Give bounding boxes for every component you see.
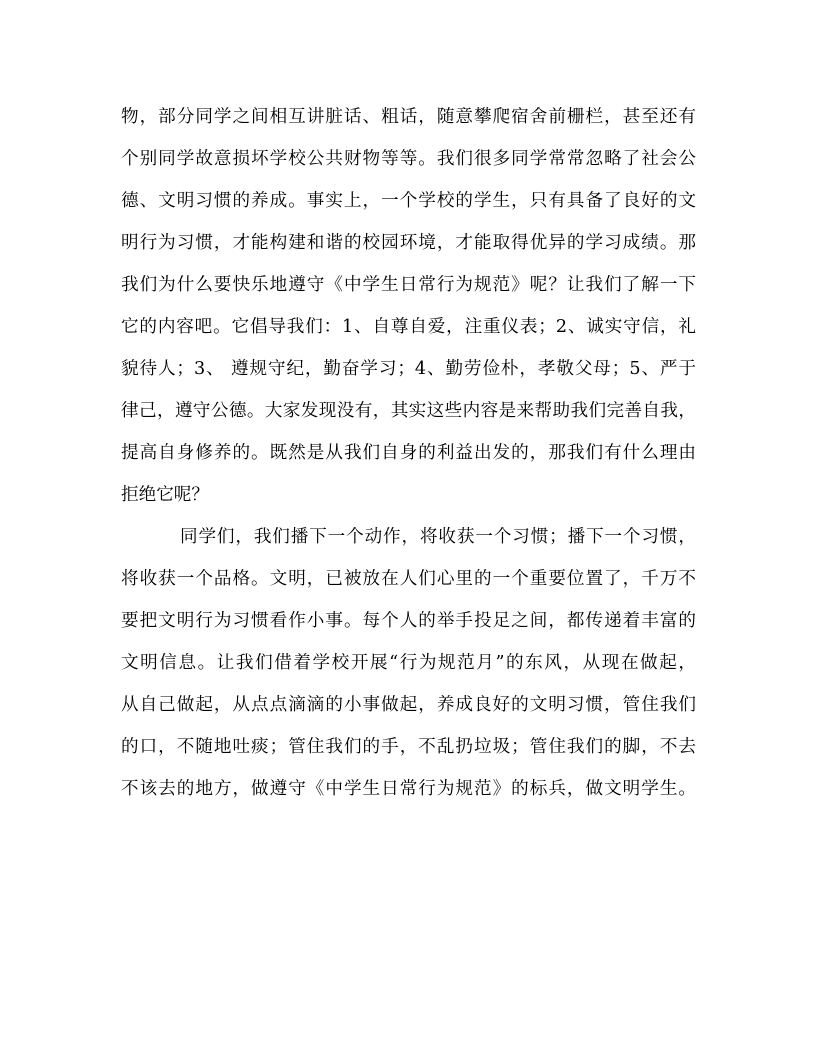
paragraph-line: 同学们，我们播下一个动作，将收获一个习惯；播下一个习惯， (180, 527, 696, 547)
paragraph-line: 的口，不随地吐痰；管住我们的手，不乱扔垃圾；管住我们的脚，不去 (121, 737, 696, 757)
paragraph-line: 要把文明行为习惯看作小事。每个人的举手投足之间，都传递着丰富的 (121, 611, 696, 631)
paragraph-line: 物，部分同学之间相互讲脏话、粗话，随意攀爬宿舍前栅栏，甚至还有 (121, 107, 696, 127)
paragraph-line: 提高自身修养的。既然是从我们自身的利益出发的，那我们有什么理由 (121, 443, 696, 463)
paragraph-line: 文明信息。让我们借着学校开展“行为规范月”的东风，从现在做起， (121, 653, 696, 673)
paragraph-line: 个别同学故意损坏学校公共财物等等。我们很多同学常常忽略了社会公 (121, 149, 696, 169)
paragraph-line: 我们为什么要快乐地遵守《中学生日常行为规范》呢？让我们了解一下 (121, 275, 696, 295)
paragraph-line: 它的内容吧。它倡导我们：1、自尊自爱，注重仪表；2、诚实守信，礼 (121, 317, 696, 337)
paragraph-line: 明行为习惯，才能构建和谐的校园环境，才能取得优异的学习成绩。那 (121, 233, 696, 253)
paragraph-line: 从自己做起，从点点滴滴的小事做起，养成良好的文明习惯，管住我们 (121, 695, 696, 715)
paragraph-line: 貌待人；3、 遵规守纪，勤奋学习；4、勤劳俭朴，孝敬父母；5、严于 (121, 359, 696, 379)
paragraph-line: 拒绝它呢？ (121, 485, 209, 505)
paragraph-line: 将收获一个品格。文明，已被放在人们心里的一个重要位置了，千万不 (121, 569, 696, 589)
paragraph-line: 德、文明习惯的养成。事实上，一个学校的学生，只有具备了良好的文 (121, 191, 696, 211)
paragraph-line: 律己，遵守公德。大家发现没有，其实这些内容是来帮助我们完善自我， (121, 401, 696, 421)
paragraph-line: 不该去的地方，做遵守《中学生日常行为规范》的标兵，做文明学生。 (121, 779, 696, 799)
